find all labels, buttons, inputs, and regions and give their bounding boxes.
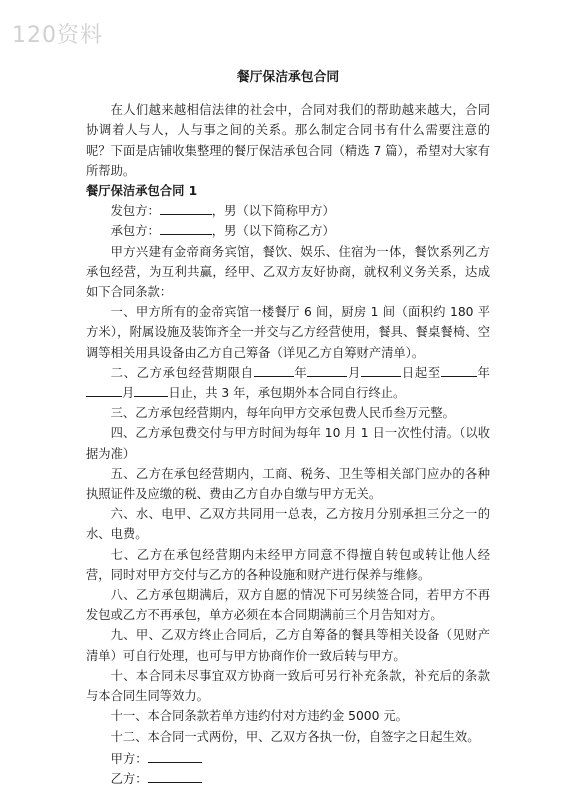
watermark: 120资料 bbox=[12, 23, 103, 48]
party-b-label: 承包方： bbox=[110, 224, 160, 239]
party-a-suffix: ，男（以下简称甲方） bbox=[211, 204, 335, 219]
clause-8: 八、乙方承包期满后，双方自愿的情况下可另续签合同，若甲方不再发包或乙方不再承包，单方必须在本合同期满前三个月告知对方。 bbox=[86, 588, 490, 623]
intro-paragraph: 在人们越来越相信法律的社会中，合同对我们的帮助越来越大，合同协调着人与人，人与事之间的关系。那么制定合同书有什么需要注意的呢？下面是店铺收集整理的餐厅保洁承包合同（精选 7 篇），希望对大家有所帮助。 bbox=[86, 103, 490, 178]
signature-a-line bbox=[86, 749, 490, 769]
clause-2-text-1: 二、乙方承包经营期限自 bbox=[110, 365, 254, 380]
clause-2-blank bbox=[254, 363, 294, 377]
signature-b-line bbox=[86, 769, 490, 789]
clause-7: 七、乙方在承包经营期内未经甲方同意不得擅自转包或转让他人经营，同时对甲方交付与乙方的各种设施和财产进行保养与维修。 bbox=[86, 547, 490, 582]
clause-2-blank bbox=[441, 363, 477, 377]
clause-2-month: 月 bbox=[347, 365, 362, 380]
clause-2-blank bbox=[86, 383, 122, 397]
clause-2-blank bbox=[134, 383, 168, 397]
clause-2-year-2: 年 bbox=[476, 365, 490, 380]
clause-11: 十一、本合同条款若单方违约付对方违约金 5000 元。 bbox=[110, 709, 408, 724]
party-b-line bbox=[86, 221, 490, 241]
clause-2-blank bbox=[361, 363, 401, 377]
clause-2-blank bbox=[307, 363, 347, 377]
clause-12: 十二、本合同一式两份，甲、乙双方各执一份，自签字之日起生效。 bbox=[110, 729, 480, 744]
clause-2-year: 年 bbox=[293, 365, 308, 380]
party-a-blank bbox=[160, 201, 212, 215]
contract-heading: 餐厅保洁承包合同 1 bbox=[86, 184, 198, 199]
signature-a-blank bbox=[148, 749, 202, 763]
party-b-suffix: ，男（以下简称乙方） bbox=[211, 224, 335, 239]
party-a-line bbox=[86, 201, 490, 221]
document-body bbox=[86, 68, 490, 789]
party-a-label: 发包方： bbox=[110, 204, 160, 219]
party-b-blank bbox=[160, 221, 212, 235]
clause-10: 十、本合同未尽事宜双方协商一致后可另行补充条款，补充后的条款与本合同生同等效力。 bbox=[86, 668, 490, 704]
clause-6: 六、水、电甲、乙双方共同用一总表，乙方按月分别承担三分之一的水、电费。 bbox=[86, 507, 490, 542]
clause-1: 一、甲方所有的金帝宾馆一楼餐厅 6 间，厨房 1 间（面积约 180 平方米），附属设施及装饰齐全一并交与乙方经营使用，餐具、餐桌餐椅、空调等相关用具设备由乙方自己筹备（详见乙方自筹财产清单）。 bbox=[86, 305, 490, 360]
clause-2-month-2: 月 bbox=[122, 386, 135, 401]
clause-2 bbox=[86, 363, 490, 403]
clause-4: 四、乙方承包费交付与甲方时间为每年 10 月 1 日一次性付清。（以收据为准） bbox=[86, 426, 490, 461]
preamble-paragraph: 甲方兴建有金帝商务宾馆，餐饮、娱乐、住宿为一体，餐饮系列乙方承包经营，为互利共赢，经甲、乙双方友好协商，就权利义务关系，达成如下合同条款： bbox=[86, 244, 490, 300]
signature-b-label: 乙方： bbox=[110, 771, 148, 786]
clause-9: 九、甲、乙双方终止合同后，乙方自筹备的餐具等相关设备（见财产清单）可自行处理，也可与甲方协商作价一致后转与甲方。 bbox=[86, 628, 490, 663]
clause-5: 五、乙方在承包经营期内，工商、税务、卫生等相关部门应办的各种执照证件及应缴的税、费由乙方自办自缴与甲方无关。 bbox=[86, 466, 490, 502]
clause-2-start: 日起至 bbox=[401, 365, 441, 380]
signature-b-blank bbox=[148, 769, 202, 783]
clause-3: 三、乙方承包经营期内，每年向甲方交承包费人民币叁万元整。 bbox=[110, 406, 455, 421]
clause-2-end: 日止，共 3 年，承包期外本合同自行终止。 bbox=[168, 386, 406, 401]
signature-a-label: 甲方： bbox=[110, 751, 148, 766]
document-title: 餐厅保洁承包合同 bbox=[236, 70, 340, 85]
